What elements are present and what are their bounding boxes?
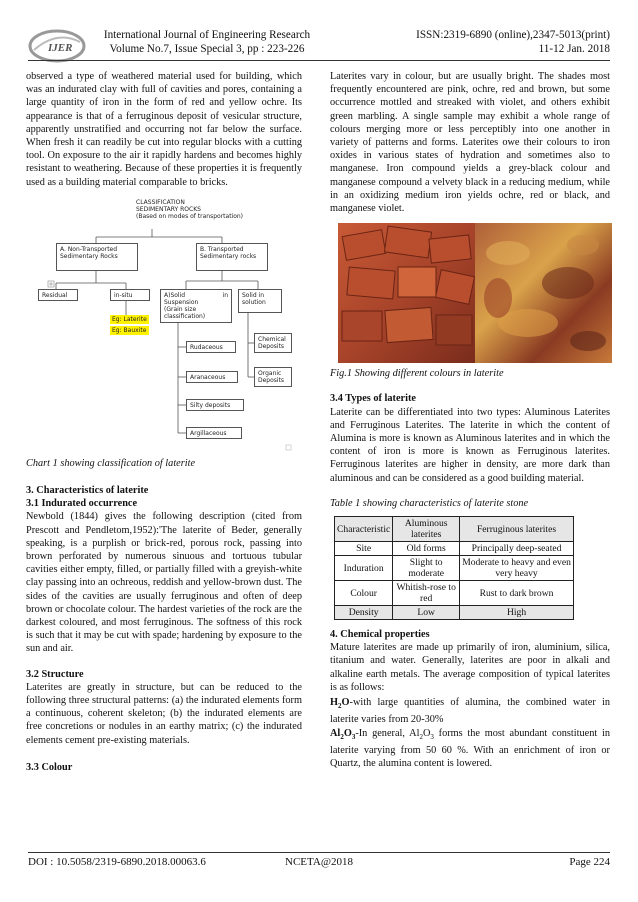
paragraph-3-2: Laterites are greatly in structure, but can be reduced to the following three structural patterns: (a) the indurated elements form a continuous, coherent skeleton; (b) the indurated elements are free concretions or nodules in an earthy matrix; (c) the indurated elements cement pre-existing materials. — [26, 681, 302, 746]
node-solid-suspension: A)Solid in Suspension (Grain size classification) — [160, 289, 232, 323]
issue-date: 11-12 Jan. 2018 — [538, 43, 610, 55]
al2o3-paragraph: $Al_2O_3-In$ general, $Al_2O_3$ forms the most abundant constituent in laterite varying from 50 60 %. With an enrichment of iron or Quartz, the alumina content is lowered. — [330, 727, 610, 769]
table-cell: Colour — [335, 581, 393, 606]
heading-3: 3. Characteristics of laterite — [26, 485, 149, 497]
right-column — [330, 70, 610, 770]
table-header-cell: Aluminous laterites — [393, 517, 460, 542]
conference: NCETA@2018 — [285, 856, 353, 868]
chart-caption: Chart 1 showing classification of laterite — [26, 457, 196, 469]
heading-3-3: 3.3 Colour — [26, 761, 73, 773]
node-aranaceous: Aranaceous — [186, 371, 238, 383]
node-non-transported: A. Non-Transported Sedimentary Rocks — [56, 243, 138, 271]
table-cell: Low — [393, 606, 460, 620]
node-silty: Silty deposits — [186, 399, 244, 411]
page-number: Page 224 — [569, 856, 610, 868]
table-row — [335, 581, 574, 606]
footer-rule — [28, 852, 610, 853]
logo-text: IJER — [48, 42, 73, 54]
paragraph-3-1: Newbold (1844) gives the following description (cited from Prescott and Pendletom,1952):'The laterite of Beder, generally speaking, is a purplish or brick-red, porous rock, passing into brown perforated by numerous sinuous and tortuous tubular cavities either empty, filled, or partially filled with a greyish-white clay passing into an ochreous, reddish and yellow-brown dust. The sides of the cavities are usually ferruginous and often of deep brown or chocolate colour. The hardest varieties of the rock are the darkest coloured, and most ferruginous. The softness of this rock is such that it may be cut with spade; hardening by exposure to the sun and air. — [26, 511, 302, 655]
node-argillaceous: Argillaceous — [186, 427, 242, 439]
table-cell: Induration — [335, 556, 393, 581]
node-residual: Residual — [38, 289, 78, 301]
table-cell: Whitish-rose to red — [393, 581, 460, 606]
table-cell: High — [460, 606, 574, 620]
laterite-characteristics-table — [334, 516, 574, 620]
issn: ISSN:2319-6890 (online),2347-5013(print) — [416, 29, 610, 41]
heading-3-1: 3.1 Indurated occurrence — [26, 498, 138, 510]
h2o-label: $H_2O$ — [330, 697, 350, 711]
journal-logo — [28, 28, 86, 64]
paragraph-4: Mature laterites are made up primarily of iron, aluminium, silica, titanium and water. Generally, laterites are poor in alkali and alkaline earth metals. The average composition of typical laterites is as follows: — [330, 642, 610, 693]
table-cell: Density — [335, 606, 393, 620]
node-examples: Eg: Laterite Eg: Bauxite — [112, 315, 147, 335]
figure-caption: Fig.1 Showing different colours in laterite — [330, 368, 504, 380]
table-caption: Table 1 showing characteristics of laterite stone — [330, 497, 529, 509]
h2o-paragraph: $H_2O$-with large quantities of alumina, the combined water in laterite varies from 20-30% — [330, 697, 610, 726]
table-row — [335, 556, 574, 581]
heading-3-2: 3.2 Structure — [26, 668, 84, 680]
journal-info — [92, 28, 322, 56]
table-cell: Slight to moderate — [393, 556, 460, 581]
node-chemical: Chemical Deposits — [254, 333, 292, 353]
table-cell: Rust to dark brown — [460, 581, 574, 606]
issn-info — [416, 28, 610, 56]
paragraph-3-3: Laterites vary in colour, but are usually bright. The shades most frequently encountered are pink, ochre, red and brown, but some occurrence mottled and streaked with violet, and others exhibit green marbling. A single sample may exhibit a whole range of colours merging more or less perceptibly into one another in variety of patterns and forms. Laterites owe their colours to iron oxides in various states of hydration and sometimes also to manganese. Iron compound yields a grey-black colour and manganese compound a velvety black in a reducing medium, while in an oxidizing medium iron yields ochre, red or black, and manganese violet. — [330, 71, 610, 215]
chart-title: CLASSIFICATION SEDIMENTARY ROCKS (Based on modes of transportation) — [136, 198, 244, 221]
table-cell: Principally deep-seated — [460, 542, 574, 556]
table-row — [335, 542, 574, 556]
node-rudaceous: Rudaceous — [186, 341, 236, 353]
node-insitu: in-situ — [110, 289, 150, 301]
table-header-cell: Ferruginous laterites — [460, 517, 574, 542]
table-cell: Moderate to heavy and even very heavy — [460, 556, 574, 581]
table-header-row — [335, 517, 574, 542]
al2o3-label: $Al_2O_3$ — [330, 727, 356, 741]
page-header — [28, 26, 610, 72]
classification-chart — [26, 197, 302, 457]
intro-paragraph: observed a type of weathered material used for building, which was an indurated clay with full of cavities and pores, containing a large quantity of iron in the form of red and yellow ochre. Its appearance is that of a ferruginous deposit of vesicular structure, apparently unstratified and occurring not far below the surface. When fresh it can readily be cut into regular blocks with a cutting tool. On exposure to the air it rapidly hardens and becomes highly resistant to weathering. Because of these properties it is frequently used as a building material comparable to bricks. — [26, 71, 302, 188]
journal-name: International Journal of Engineering Research — [103, 29, 311, 41]
table-cell: Site — [335, 542, 393, 556]
doi: DOI : 10.5058/2319-6890.2018.00063.6 — [28, 856, 206, 868]
header-rule — [28, 60, 610, 61]
laterite-photo — [338, 223, 612, 363]
heading-4: 4. Chemical properties — [330, 629, 430, 641]
table-cell: Old forms — [393, 542, 460, 556]
node-transported: B. Transported Sedimentary rocks — [196, 243, 268, 271]
node-organic: Organic Deposits — [254, 367, 292, 387]
left-column — [26, 70, 302, 774]
node-solid-solution: Solid in solution — [238, 289, 282, 313]
table-row — [335, 606, 574, 620]
chart-connectors — [26, 197, 302, 457]
paragraph-3-4: Laterite can be differentiated into two types: Aluminous Laterites and Ferruginous Laterites. The laterite in which the content of Alumina is more is known as Aluminous laterites and in which the content of iron is more is known as Ferruginous laterites. Ferruginous laterites are higher in density, are more dark than aluminous and can be considered as a good building material. — [330, 406, 610, 484]
journal-volume: Volume No.7, Issue Special 3, pp : 223-226 — [109, 43, 305, 55]
table-header-cell: Characteristic — [335, 517, 393, 542]
heading-3-4: 3.4 Types of laterite — [330, 393, 416, 405]
